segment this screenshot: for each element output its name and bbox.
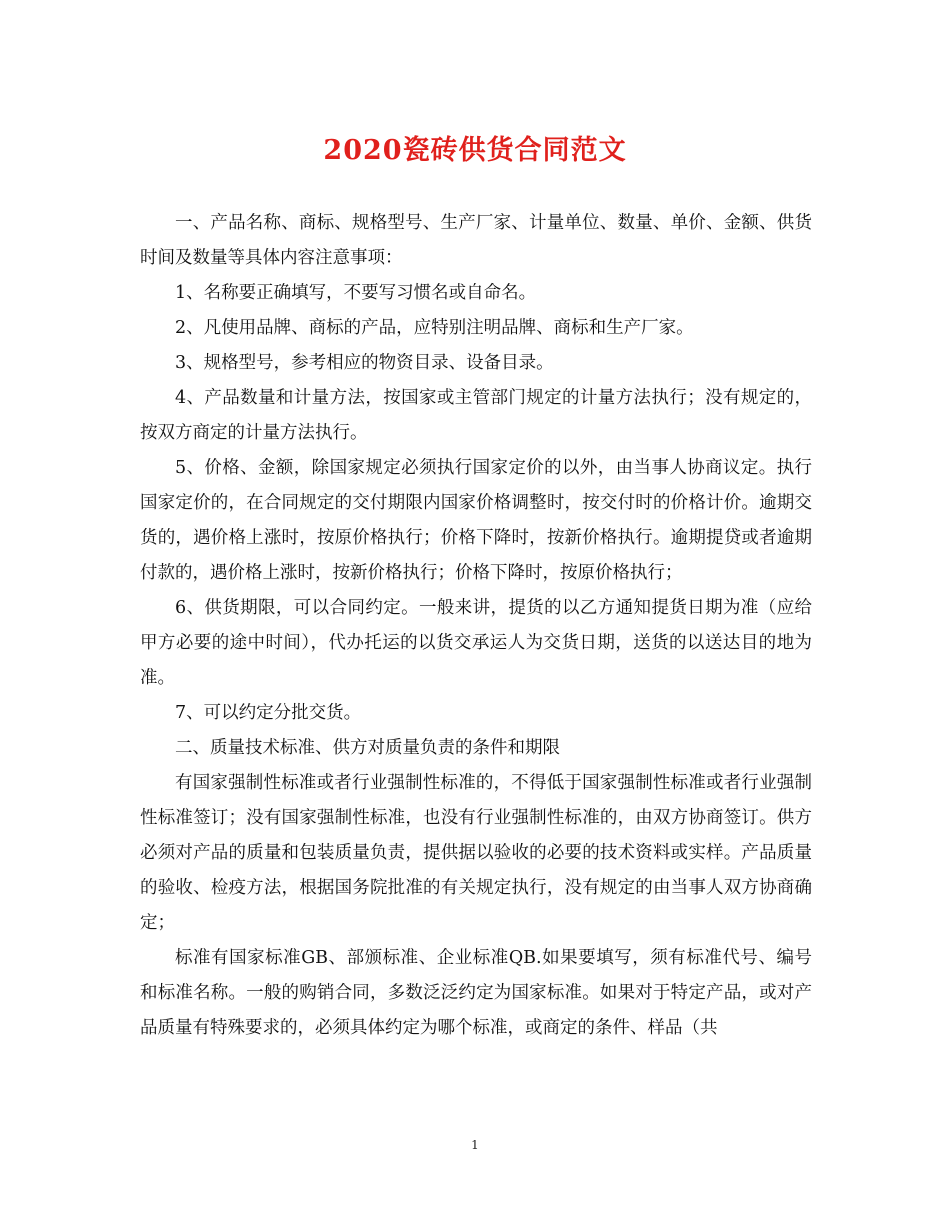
paragraph: 有国家强制性标准或者行业强制性标准的，不得低于国家强制性标准或者行业强制性标准签订；没有国家强制性标准，也没有行业强制性标准的，由双方协商签订。供方必须对产品的质量和包装质量负责，提供据以验收的必要的技术资料或实样。产品质量的验收、检疫方法，根据国务院批准的有关规定执行，没有规定的由当事人双方协商确定； bbox=[140, 773, 812, 933]
paragraph: 7、可以约定分批交货。 bbox=[175, 703, 362, 723]
paragraph: 2、凡使用品牌、商标的产品，应特别注明品牌、商标和生产厂家。 bbox=[175, 318, 694, 338]
paragraph: 一、产品名称、商标、规格型号、生产厂家、计量单位、数量、单价、金额、供货时间及数量等具体内容注意事项： bbox=[140, 213, 812, 268]
paragraph: 1、名称要正确填写，不要写习惯名或自命名。 bbox=[175, 283, 537, 303]
paragraph: 5、价格、金额，除国家规定必须执行国家定价的以外，由当事人协商议定。执行国家定价的，在合同规定的交付期限内国家价格调整时，按交付时的价格计价。逾期交货的，遇价格上涨时，按原价格执行；价格下降时，按新价格执行。逾期提贷或者逾期付款的，遇价格上涨时，按新价格执行；价格下降时，按原价格执行； bbox=[140, 458, 812, 583]
paragraph: 标准有国家标准GB、部颁标准、企业标准QB.如果要填写，须有标准代号、编号和标准名称。一般的购销合同，多数泛泛约定为国家标准。如果对于特定产品，或对产品质量有特殊要求的，必须具体约定为哪个标准，或商定的条件、样品（共 bbox=[140, 948, 812, 1038]
document-title: 2020瓷砖供货合同范文 bbox=[323, 135, 627, 166]
paragraph: 4、产品数量和计量方法，按国家或主管部门规定的计量方法执行；没有规定的，按双方商定的计量方法执行。 bbox=[140, 388, 812, 443]
section-heading: 二、质量技术标准、供方对质量负责的条件和期限 bbox=[175, 738, 560, 758]
paragraph: 3、规格型号，参考相应的物资目录、设备目录。 bbox=[175, 353, 554, 373]
page-number: 1 bbox=[471, 1138, 479, 1152]
document-body bbox=[140, 206, 812, 1046]
paragraph: 6、供货期限，可以合同约定。一般来讲，提货的以乙方通知提货日期为准（应给甲方必要的途中时间），代办托运的以货交承运人为交货日期，送货的以送达目的地为准。 bbox=[140, 598, 812, 688]
